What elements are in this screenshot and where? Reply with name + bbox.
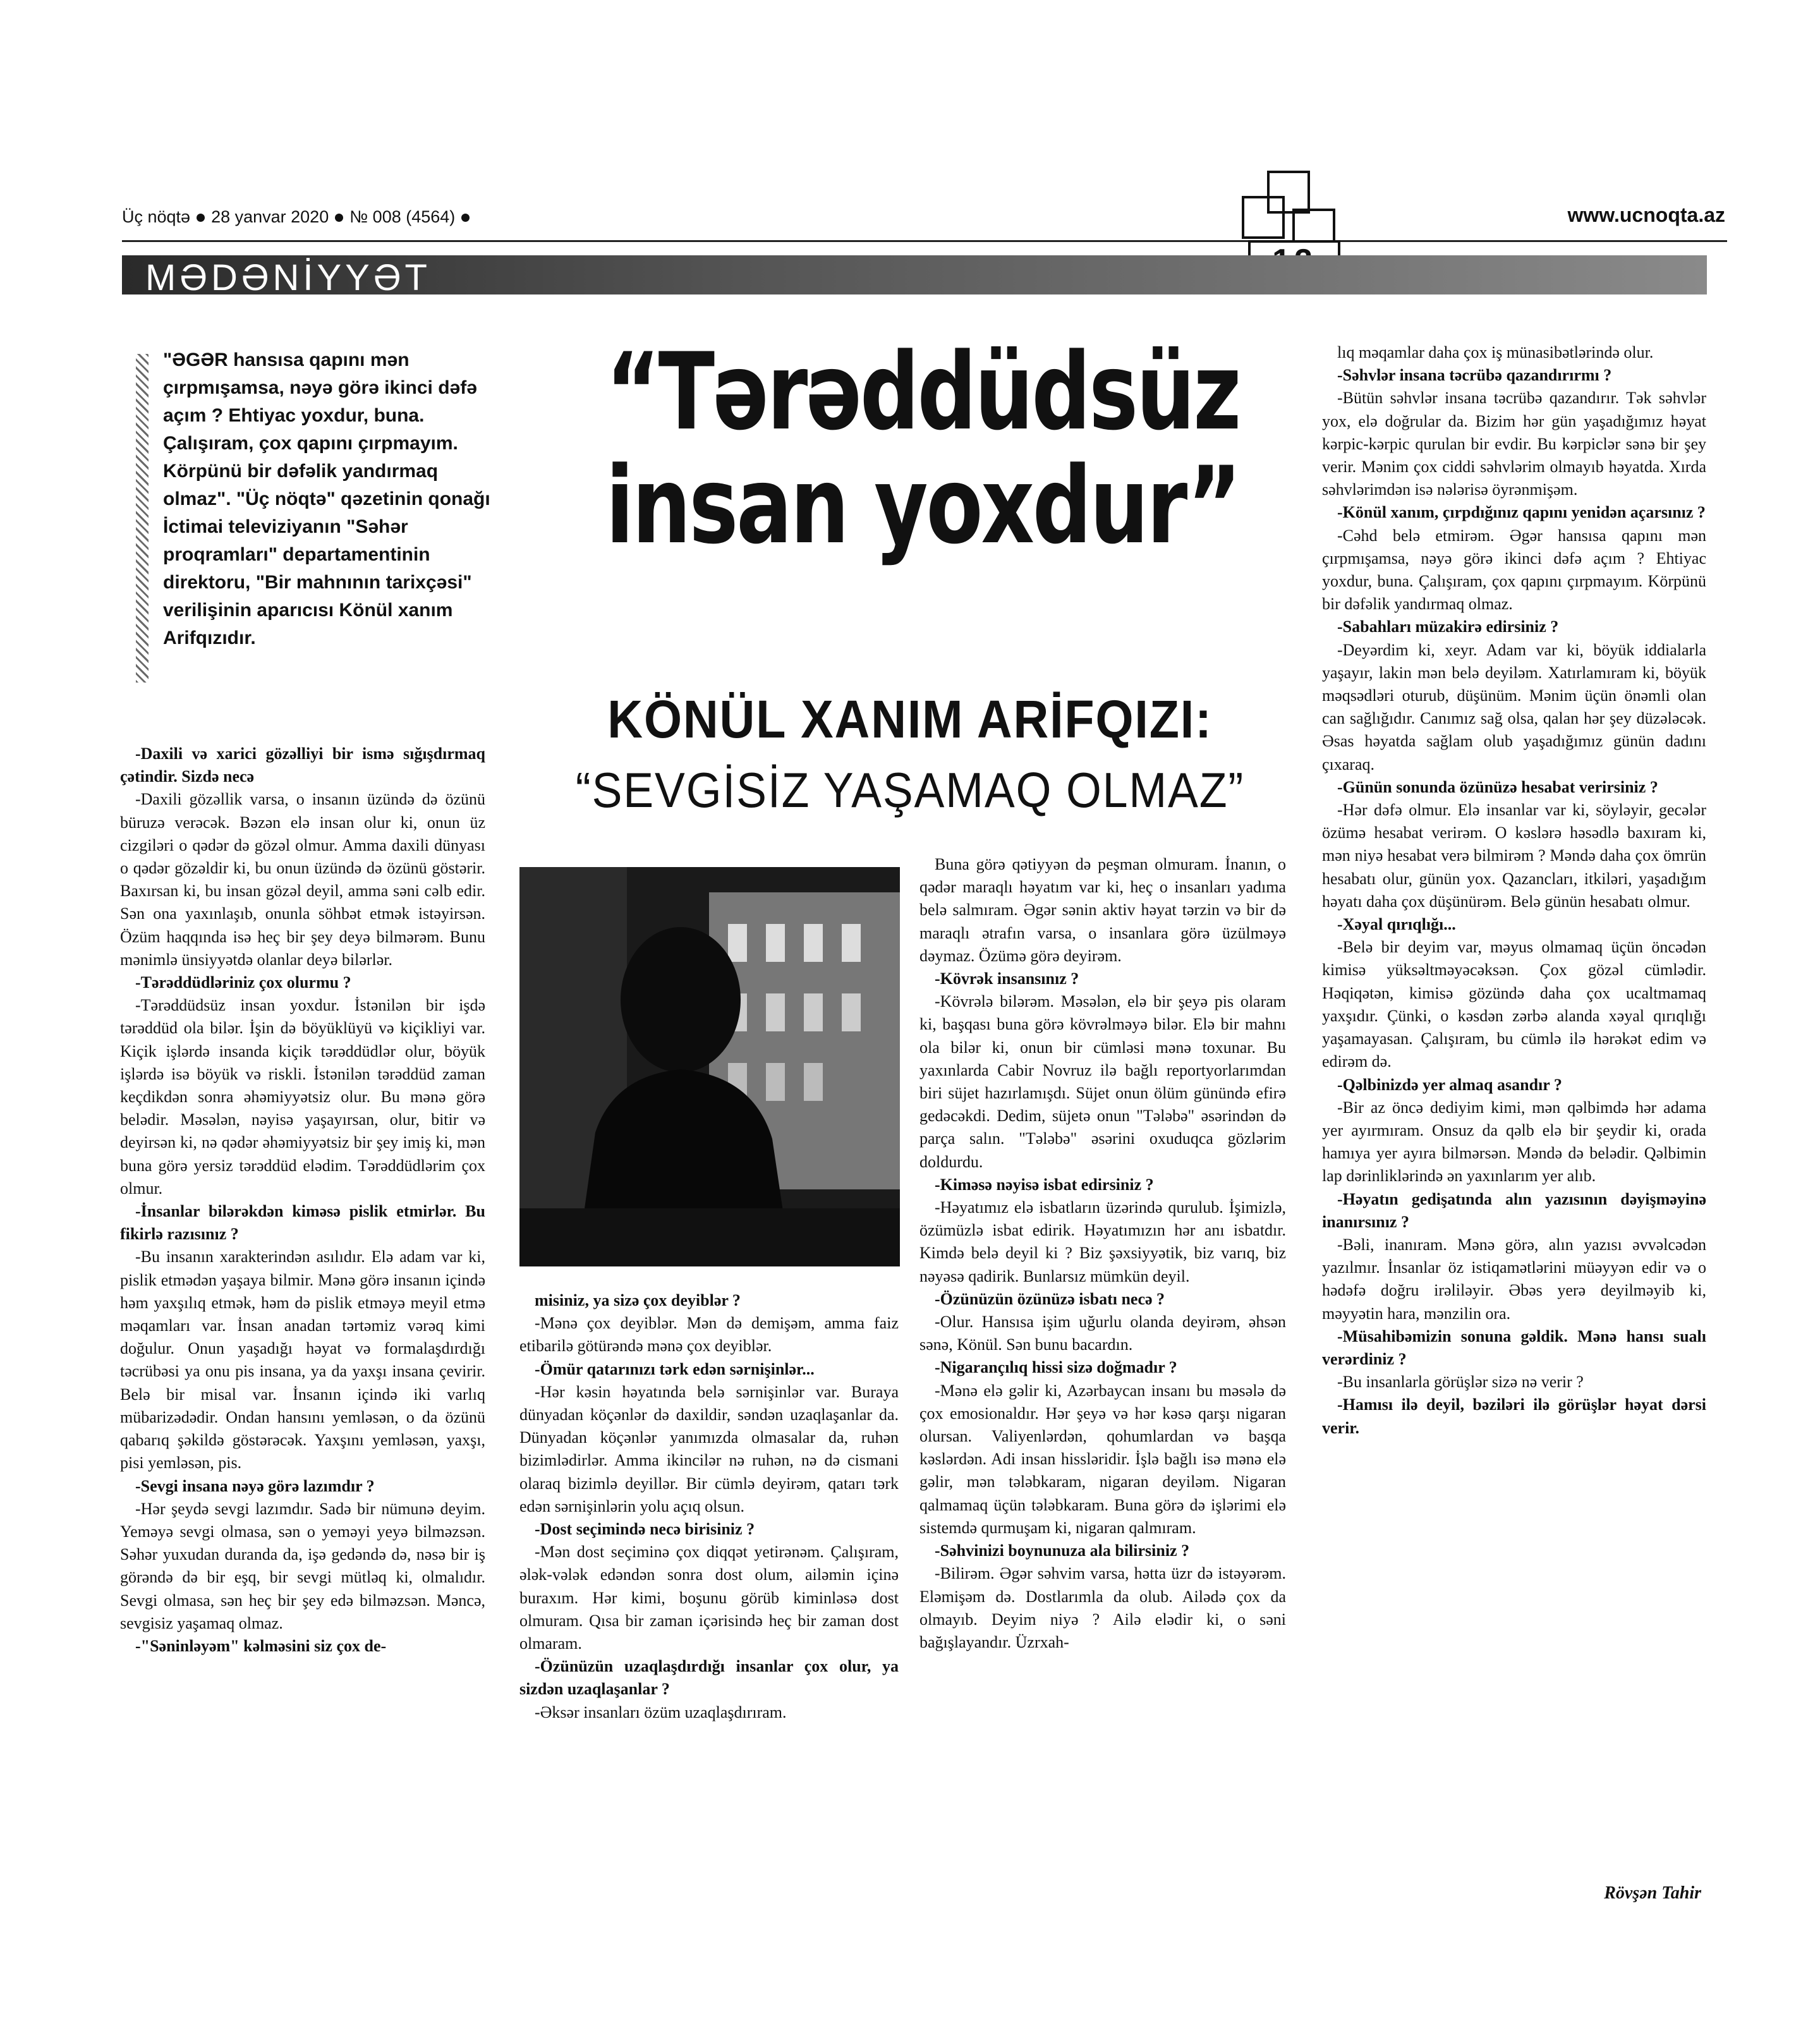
interview-question: -Ömür qatarınızı tərk edən sərnişinlər... <box>535 1359 815 1378</box>
paper-name: Üç nöqtə <box>122 207 191 226</box>
column-2 <box>519 1289 899 1724</box>
issue-number: № 008 (4564) <box>349 207 456 226</box>
interview-question: -Kövrək insansınız ? <box>935 969 1079 988</box>
column-4 <box>1322 341 1706 1440</box>
interview-question: -Həyatın gedişatında alın yazısının dəyişməyinə inanırsınız ? <box>1322 1189 1706 1231</box>
headline-line-2: insan yoxdur” <box>605 444 1240 568</box>
interview-answer: -Olur. Hansısa işim uğurlu olanda deyirəm, əhsən sənə, Könül. Sən bunu bacardın. <box>919 1313 1286 1354</box>
interview-answer: Buna görə qətiyyən də peşman olmuram. İnanın, o qədər maraqlı həyatım var ki, heç o insanları yadıma belə salmıram. Əgər sənin aktiv həyat tərzin və bir də maraqlı ətrafın varsa, o insanlara görə üzülməyə dəymaz. Özümə görə deyirəm. <box>919 855 1286 965</box>
interview-question: -Tərəddüdləriniz çox olurmu ? <box>135 973 351 992</box>
column-1 <box>120 743 485 1658</box>
interview-question: -Dost seçimində necə birisiniz ? <box>535 1520 755 1539</box>
headline-line-1: “Tərəddüdsüz <box>605 330 1240 454</box>
interview-question: -Xəyal qırıqlığı... <box>1337 915 1456 934</box>
interview-answer: -Daxili gözəllik varsa, o insanın üzündə də özünü büruzə verəcək. Bəzən elə insan olur ki, onun üz cizgiləri o qədər də gözəl olmur. Amma daxili dünyası o qədər gözəldir ki, bu onun üzündə də özünü göstərir. Baxırsan ki, bu insan gözəl deyil, amma səni cəlb edir. Sən ona yaxınlaşıb, onunla söhbət etmək istəyirsən. Özüm haqqında isə heç bir şey deyə bilmərəm. Bunu mənimlə ünsiyyətdə olanlar deyə bilərlər. <box>120 790 485 969</box>
author-signature: Rövşən Tahir <box>1604 1883 1701 1903</box>
interview-question: -İnsanlar bilərəkdən kiməsə pislik etmirlər. Bu fikirlə razısınız ? <box>120 1202 485 1244</box>
headline <box>597 330 1248 568</box>
interview-question: -Müsahibəmizin sonuna gəldik. Mənə hansı sualı verərdiniz ? <box>1322 1327 1706 1368</box>
interview-question: -Günün sonunda özünüzə hesabat verirsiniz ? <box>1337 777 1658 796</box>
interview-question: -Özünüzün uzaqlaşdırdığı insanlar çox olur, ya sizdən uzaqlaşanlar ? <box>519 1657 899 1699</box>
interview-question: -Könül xanım, çırpdığınız qapını yenidən açarsınız ? <box>1337 503 1706 522</box>
interview-question: -Daxili və xarici gözəlliyi bir ismə sığışdırmaq çətindir. Sizdə necə <box>120 744 485 786</box>
interview-answer: -Kövrələ bilərəm. Məsələn, elə bir şeyə pis olaram ki, başqası buna görə kövrəlməyə bilər. Elə bir mahnı ola bilər ki, onun bir cümləsi mənə toxunar. Bu yaxınlarda Cabir Novruz ilə bağlı reportyorlarımdan biri süjet hazırlamışdı. Süjet onun ölüm günündə efirə gedəcəkdi. Dedim, süjetə onun "Tələbə" əsərindən də parça salın. "Tələbə" əsərini oxuduqca gözlərim doldurdu. <box>919 992 1286 1171</box>
interview-answer: -Bu insanlarla görüşlər sizə nə verir ? <box>1337 1373 1584 1392</box>
interview-question: -Kiməsə nəyisə isbat edirsiniz ? <box>935 1175 1154 1194</box>
interview-answer: -Deyərdim ki, xeyr. Adam var ki, böyük iddialarla yaşayır, lakin mən belə deyiləm. Xatırlamıram ki, böyük məqsədləri oturub, düşünüm. Mənim üçün önəmli olan can sağlığıdır. Canımız sağ olsa, qalan hər şey düzələcək. Əsas həyatda sağlam olub yaşadığımız günün dadını çıxaraq. <box>1322 640 1706 774</box>
subheadline-quote: “SEVGİSİZ YAŞAMAQ OLMAZ” <box>575 762 1245 818</box>
portrait-photo <box>519 867 900 1266</box>
interview-question: misiniz, ya sizə çox deyiblər ? <box>535 1291 741 1309</box>
interview-question: -Özünüzün özünüzə isbatı necə ? <box>935 1289 1165 1308</box>
interview-answer: -Mənə elə gəlir ki, Azərbaycan insanı bu məsələ də çox emosionaldır. Hər şeyə və hər kəsə qarşı nigaran olursan. Valiyenlərdən, qohumlardan və başqa kəslərdən. Adi insan hissləridir. İşlə bağlı isə mənə elə gəlir, mən tələbkaram, nigaran deyiləm. Nigaran qalmamaq üçün tələbkaram. Buna görə də işlərimi elə sistemdə qurmuşam ki, nigaran qalmıram. <box>919 1381 1286 1537</box>
interview-answer: -Belə bir deyim var, məyus olmamaq üçün öncədən kimisə yüksəltməyəcəksən. Çox gözəl cümlədir. Həqiqətən, kimisə gözündə daha çox ucaltmamaq yaxşıdır. Çünki, o kəsdən zərbə alanda xəyal qırıqlığı yaşamayasan. Çalışıram, bu cümlə ilə hərəkət edim və edirəm də. <box>1322 938 1706 1071</box>
issue-date: 28 yanvar 2020 <box>211 207 329 226</box>
interview-answer: -Bilirəm. Əgər səhvim varsa, hətta üzr də istəyərəm. Eləmişəm də. Dostlarımla da olub. Ailədə çox da olmayıb. Deyim niyə ? Ailə elədir ki, o səni bağışlayandır. Üzrxah- <box>919 1564 1286 1651</box>
interview-question: -Sevgi insana nəyə görə lazımdır ? <box>135 1476 375 1495</box>
interview-answer: lıq məqamlar daha çox iş münasibətlərində olur. <box>1337 343 1654 361</box>
interview-answer: -Hər kəsin həyatında belə sərnişinlər var. Buraya dünyadan köçənlər də daxildir, səndən uzaqlaşanlar da. Dünyadan köçənlər yanımızda olmasalar da, ruhən bizimlədirlər. Amma ikincilər nə ruhən, nə də cismani olaraq bizimlə deyillər. Bir cümlə deyirəm, qatarı tərk edən sərnişinlərin yolu açıq olsun. <box>519 1382 899 1515</box>
bullet-icon <box>335 214 343 222</box>
interview-answer: -Mən dost seçiminə çox diqqət yetirənəm. Çalışıram, ələk-vələk edəndən sonra dost olum, ailəmin içinə buraxım. Hər kimi, boşunu görüb kiminləsə dost olmuram. Qısa bir zaman içərisində heç bir zaman dost olmaram. <box>519 1543 899 1653</box>
column-3 <box>919 853 1286 1654</box>
interview-answer: -Hər şeydə sevgi lazımdır. Sadə bir nümunə deyim. Yeməyə sevgi olmasa, sən o yeməyi yeyə bilməzsən. Səhər yuxudan duranda da, işə gedəndə də, nəsə bir iş görəndə də bir eşq, bir sevgi mütləq ki, olmalıdır. Sevgi olmasa, sən heç bir şey edə bilməzsən. Məncə, sevgisiz yaşamaq olmaz. <box>120 1499 485 1632</box>
interview-answer: -Bəli, inanıram. Mənə görə, alın yazısı əvvəlcədən yazılmır. İnsanlar öz istiqamətlərini müəyyən edir və o hədəfə doğru irəliləyir. Əbəs yerə deyilməyib ki, məyyətin hara, mənzilin ora. <box>1322 1235 1706 1323</box>
intro-decorative-rule <box>136 354 149 683</box>
bullet-icon <box>197 214 205 222</box>
section-title: MƏDƏNİYYƏT <box>145 257 431 298</box>
interview-question: -Qəlbinizdə yer almaq asandır ? <box>1337 1075 1562 1094</box>
interview-answer: -Həyatımız elə isbatların üzərində qurulub. İşimizlə, özümüzlə isbat edirik. Həyatımızın hər anı isbatdır. Kimdə belə deyil ki ? Biz şəxsiyyətik, biz varıq, biz nəyəsə qadirik. Bunlarsız mümkün deyil. <box>919 1198 1286 1285</box>
logo-square-icon <box>1267 171 1310 214</box>
header-rule <box>122 240 1727 242</box>
interview-answer: -Tərəddüdsüz insan yoxdur. İstənilən bir işdə tərəddüd ola bilər. İşin də böyüklüyü və kiçikliyi var. Kiçik işlərdə insanda kiçik tərəddüdlər olur, böyük işlərdə isə böyük və riskli. İstənilən tərəddüd zaman keçdikdən sonra əhəmiyyətsiz olur. Bu mənə görə belədir. Məsələn, nəyisə yaşayırsan, olur, bitir və deyirsən ki, nə qədər əhəmiyyətsiz bir şey imiş ki, mən buna görə yersiz tərəddüd elədim. Tərəddüdlərim çox olmur. <box>120 996 485 1198</box>
interview-answer: -Bütün səhvlər insana təcrübə qazandırır. Tək səhvlər yox, elə doğrular da. Bizim hər gün yaşadığımız həyat kərpic-kərpic qurulan bir evdir. Bu kərpiclər sənə bir şey verir. Mənim çox ciddi səhvlərim olmayıb həyatda. Xırda səhvlərimdən isə nələrisə öyrənmişəm. <box>1322 389 1706 499</box>
interview-question: -Nigarançılıq hissi sizə doğmadır ? <box>935 1358 1177 1377</box>
interview-question: -Hamısı ilə deyil, bəziləri ilə görüşlər həyat dərsi verir. <box>1322 1395 1706 1437</box>
masthead-info <box>122 207 476 227</box>
interview-answer: -Mənə çox deyiblər. Mən də demişəm, amma faiz etibarilə götürəndə mənə çox deyiblər. <box>519 1314 899 1356</box>
interview-answer: -Cəhd belə etmirəm. Əgər hansısa qapını mən çırpmışamsa, nəyə görə ikinci dəfə açım ? Ehtiyac yoxdur, buna. Çalışıram, çox qapını çırpmayım. Körpünü bir dəfəlik yandırmaq olmaz. <box>1322 526 1706 614</box>
article-intro: "ƏGƏR hansısa qapını mən çırpmışamsa, nəyə görə ikinci dəfə açım ? Ehtiyac yoxdur, buna. Çalışıram, çox qapını çırpmayım. Körpünü bir dəfəlik yandırmaq olmaz". "Üç nöqtə" qəzetinin qonağı İctimai televiziyanın "Səhər proqramları" departamentinin direktoru, "Bir mahnının tarixçəsi" verilişinin aparıcısı Könül xanım Arifqızıdır. <box>163 349 490 648</box>
interview-answer: -Bir az öncə dediyim kimi, mən qəlbimdə hər adama yer ayırmıram. Onsuz da qəlb elə bir şeydir ki, orada hamıya yer ayıra bilmərsən. Məndə də belədir. Qəlbimin lap dərinliklərində ən yaxınlarım yer alıb. <box>1322 1098 1706 1186</box>
interview-question: -Sabahları müzakirə edirsiniz ? <box>1337 617 1559 636</box>
interview-answer: -Hər dəfə olmur. Elə insanlar var ki, söyləyir, gecələr özümə hesabat verirəm. O kəslərə həsədlə baxıram ki, mən niyə hesabat verə bilmirəm ? Məndə daha çox ömrün hesabatı olur, günün yox. Qazancları, itkiləri, yaşadığım həyatı daha çox düşünürəm. Belə günün hesabatı olmur. <box>1322 801 1706 911</box>
interview-answer: -Əksər insanları özüm uzaqlaşdırıram. <box>535 1703 787 1721</box>
website-url: www.ucnoqta.az <box>1567 203 1725 226</box>
interview-question: -"Səninləyəm" kəlməsini siz çox de- <box>135 1636 387 1655</box>
subheadline-name: KÖNÜL XANIM ARİFQIZI: <box>607 689 1213 749</box>
interview-question: -Səhvinizi boynunuza ala bilirsiniz ? <box>935 1541 1190 1560</box>
bullet-icon <box>461 214 470 222</box>
interview-question: -Səhvlər insana təcrübə qazandırırmı ? <box>1337 366 1612 385</box>
interview-answer: -Bu insanın xarakterindən asılıdır. Elə adam var ki, pislik etmədən yaşaya bilmir. Mənə görə insanın içində həm yaxşılıq etmək, həm də pislik etməyə meyil etmə məqamları var. İnsan anadan tərtəmiz vərəq kimi doğulur. Onun yaşadığı həyat və formalaşdırdığı təcrübəsi ya onu pis insana, ya da yaxşı insana çevirir. Belə bir misal var. İnsanın içində iki varlıq mübarizədədir. Ondan hansını yemləsən, o da özünü qabarıq şəkildə göstərəcək. Yaxşını yemləsən, yaxşı, pisi yemləsən, pis. <box>120 1248 485 1472</box>
